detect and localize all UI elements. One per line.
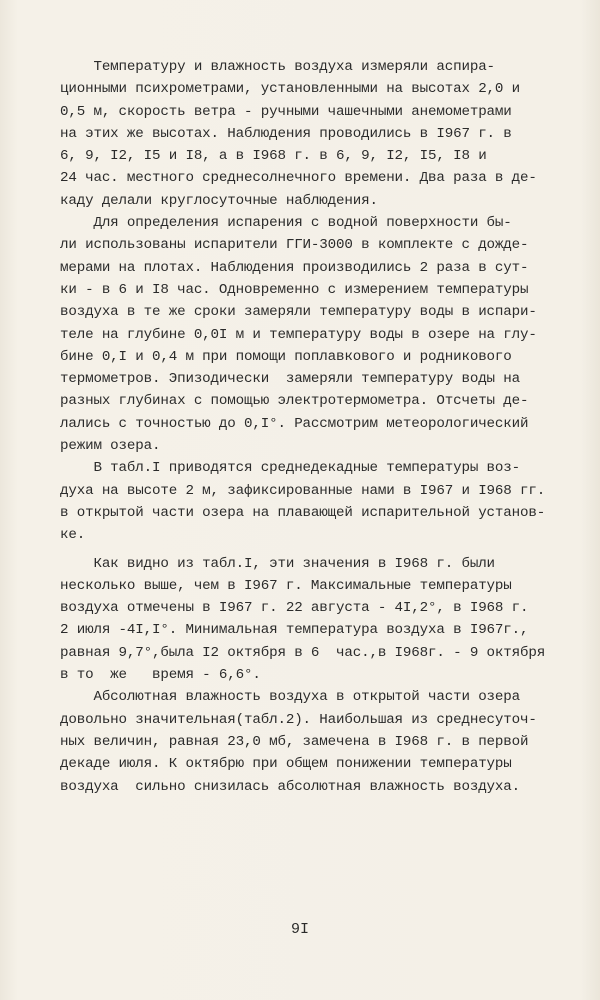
page-number: 9I (290, 921, 309, 938)
text-line: термометров. Эпизодически замеряли температуру воды на (60, 371, 521, 388)
text-line: воздуха сильно снизилась абсолютная влажность воздуха. (60, 778, 521, 795)
text-line: декаде июля. К октябрю при общем понижении температуры (60, 756, 512, 773)
text-line: теле на глубине 0,0I м и температуру воды в озере на глу- (60, 326, 537, 343)
text-line: в то же время - 6,6°. (60, 667, 261, 684)
text-line: ли использованы испарители ГГИ-3000 в комплекте с дожде- (60, 237, 529, 254)
text-line: в открытой части озера на плавающей испарительной установ- (60, 504, 546, 521)
text-line: 6, 9, I2, I5 и I8, а в I968 г. в 6, 9, I2, I5, I8 и (60, 148, 487, 165)
text-line: Температуру и влажность воздуха измеряли аспира- (60, 59, 495, 75)
text-line: 24 час. местного среднесолнечного времени. Два раза в де- (60, 170, 537, 187)
text-line: разных глубинах с помощью электротермометра. Отсчеты де- (60, 393, 529, 410)
paragraph (60, 686, 550, 797)
text-line: 2 июля -4I,I°. Минимальная температура воздуха в I967г., (60, 622, 529, 639)
text-line: воздуха отмечены в I967 г. 22 августа - 4I,2°, в I968 г. (60, 600, 529, 617)
paragraph (60, 56, 550, 212)
text-line: ных величин, равная 23,0 мб, замечена в I968 г. в первой (60, 733, 529, 750)
text-line: ционными психрометрами, установленными на высотах 2,0 и (60, 81, 521, 98)
text-line: каду делали круглосуточные наблюдения. (60, 192, 378, 209)
text-line: Абсолютная влажность воздуха в открытой части озера (60, 689, 521, 706)
text-line: Для определения испарения с водной поверхности бы- (60, 215, 512, 232)
text-line: бине 0,I и 0,4 м при помощи поплавкового и родникового (60, 348, 512, 365)
text-line: воздуха в те же сроки замеряли температуру воды в испари- (60, 304, 537, 321)
text-line: несколько выше, чем в I967 г. Максимальные температуры (60, 577, 512, 594)
text-line: ке. (60, 527, 86, 544)
text-line: В табл.I приводятся среднедекадные температуры воз- (60, 460, 521, 477)
text-line: Как видно из табл.I, эти значения в I968 г. были (60, 555, 495, 572)
text-line: режим озера. (60, 438, 161, 455)
text-line: довольно значительная(табл.2). Наибольшая из среднесуточ- (60, 711, 537, 728)
text-line: на этих же высотах. Наблюдения проводились в I967 г. в (60, 125, 512, 142)
text-line: 0,5 м, скорость ветра - ручными чашечными анемометрами (60, 103, 512, 120)
paragraph (60, 457, 550, 546)
text-line: ки - в 6 и I8 час. Одновременно с измерением температуры (60, 281, 529, 298)
text-line: духа на высоте 2 м, зафиксированные нами в I967 и I968 гг. (60, 482, 546, 499)
paragraph (60, 553, 550, 687)
paragraph (60, 212, 550, 457)
text-line: мерами на плотах. Наблюдения производились 2 раза в сут- (60, 259, 529, 276)
text-line: равная 9,7°,была I2 октября в 6 час.,в I968г. - 9 октября (60, 644, 546, 661)
body-text (60, 56, 550, 798)
text-line: лались с точностью до 0,I°. Рассмотрим метеорологический (60, 415, 529, 432)
